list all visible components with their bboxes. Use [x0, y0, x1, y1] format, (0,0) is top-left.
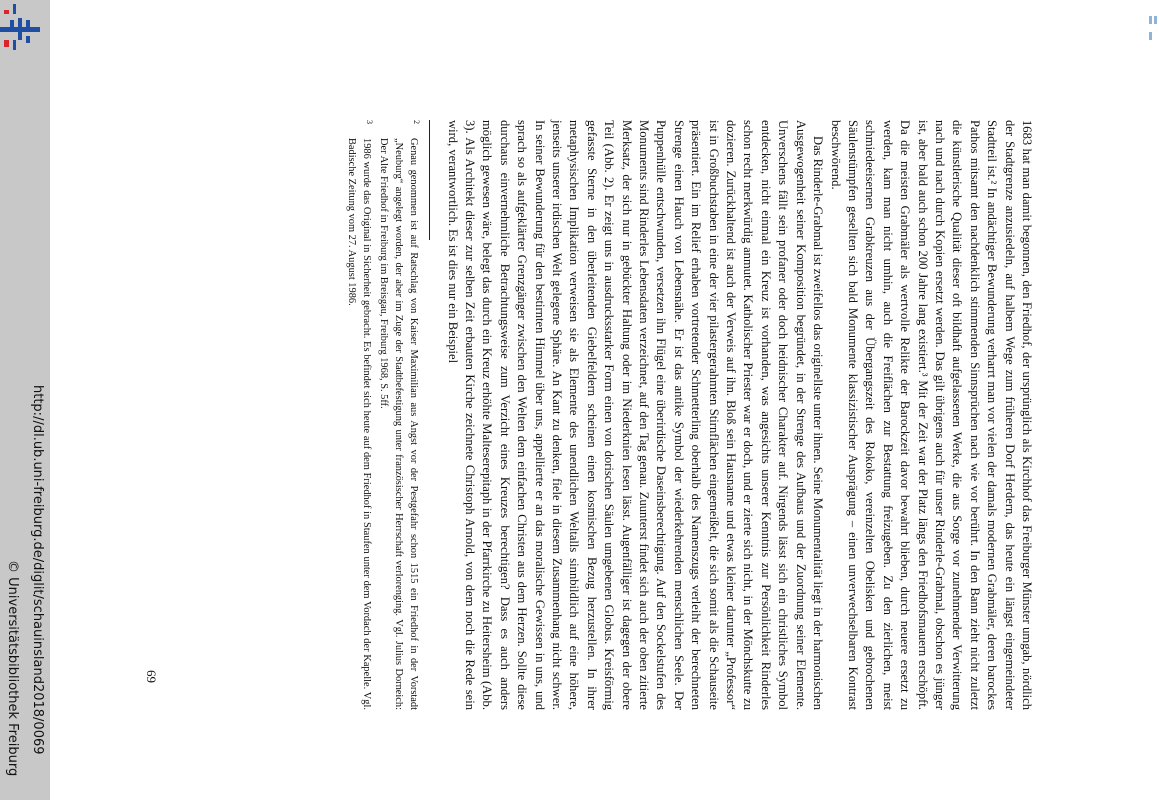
footnote-number: 3: [365, 120, 375, 124]
scanned-page: [109, 0, 1159, 800]
footnote-divider: [429, 120, 430, 240]
page-body: [342, 120, 1035, 710]
page-number: 69: [144, 670, 159, 683]
footnote-number: 2: [412, 120, 422, 124]
sidebar: [0, 0, 50, 800]
footnote-2: [376, 120, 421, 710]
copyright-notice: © Universitätsbibliothek Freiburg: [5, 560, 20, 777]
paragraph-1: 1683 hat man damit begonnen, den Friedhof, der ursprünglich als Kirchhof das Freiburger Münster umgab, nördlich der Stadtgrenze anzusiedeln, auf halbem Wege zum früheren Dorf Herdern, das heute ein längst eingemeindeter Stadtteil ist.² In andächtiger Bewunderung verharrt man vor vielen der damals modernen Grabmäler, deren barockes Pathos mitsamt den nachdenklich stimmenden Sinnsprüchen nach wie vor berührt. In den Bann zieht nicht zuletzt die künstlerische Qualität dieser oft bildhaft aufgelassenen Werke, die aus Sorge vor zunehmender Verwitterung nach und nach durch Kopien ersetzt werden. Das gilt übrigens auch für unser Rinderle-Grabmal, obschon es jünger ist, aber bald auch schon 200 Jahre lang existiert.³ Mit der Zeit war der Platz längs den Friedhofsmauern erschöpft. Da die meisten Grabmäler als wertvolle Relikte der Barockzeit davor bewahrt blieben, durch neuere ersetzt zu werden, kam man nicht umhin, auch die Freiflächen zur Bestattung freizugeben. Zu den zierlichen, meist schmiedeeisernen Grabkreuzen aus der Übergangszeit des Rokoko, vereinzelten Obelisken und gebrochenen Säulenstümpfen gesellten sich bald Monumente klassizistischer Ausprägung – einen unverwechselbaren Kontrast beschwörend.: [828, 120, 1034, 710]
footnote-3: [344, 120, 374, 710]
footnote-text: 1986 wurde das Original in Sicherheit gebracht. Es befindet sich heute auf dem Friedhof in Staufen unter dem Vordach der Kapelle. Vgl. Badische Zeitung vom 27. August 1986.: [346, 138, 373, 710]
paragraph-2: Das Rinderle-Grabmal ist zweifellos das originellste unter ihnen. Seine Monumentalität liegt in der harmonischen Ausgewogenheit seiner Komposition begründet, in der Strenge des Aufbaus und der Zuordnung seiner Elemente. Unverschens fällt sein profaner oder doch heidnischer Charakter auf. Nirgends lässt sich ein christliches Symbol entdecken, nicht einmal ein Kreuz ist vorhanden, was angesichts unserer Kenntnis zur Persönlichkeit Rinderles schon recht merkwürdig anmutet. Katholischer Priester war er doch, und er zierte sich nicht, in der Mönchskutte zu dozieren. Zurückhaltend ist auch der Verweis auf ihn. Bloß sein Hausname und etwas kleiner darunter „Professor“ ist in Großbuchstaben in eine der vier pilastergerahmten Stirnflächen eingemeißelt, die sich somit als die Schauseite präsentiert. Ein im Relief erhaben vortretender Schmetterling oberhalb des Namenszugs verleiht der berechneten Strenge einen Hauch von Lebensnähe. Er ist das antike Symbol der wiederkehrenden menschlichen Seele. Der Puppenhülle entschwunden, versetzen ihn Flügel eine überirdische Daseinsberechtigung. Auf den Sockelstufen des Monuments sind Rinderles Lebensdaten verzeichnet, auf den Tag genau. Zuunterst findet sich auch der oben zitierte Merksatz, der sich nur in gebückter Haltung oder im Niederknien lesen lässt. Augenfälliger ist dagegen der obere Teil (Abb. 2). Er zeigt uns in ausdrucksstarker Form einen von dorischen Säulen umgebenen Globus. Kreisförmig gefasste Sterne in den überleitenden Giebelfeldern scheinen einen kosmischen Bezug herzustellen. In ihrer metaphysischen Implikation verweisen sie als Elemente des unendlichen Weltalls sinnbildlich auf eine höhere, jenseits unserer irdischen Welt gelegene Sphäre. An Kant zu denken, fiele in diesem Zusammenhang nicht schwer. In seiner Bewunderung für den bestirnten Himmel über uns, appellierte er an das moralische Gewissen in uns, und sprach so als aufgeklärter Grenzgänger zwischen den Welten dem einfachen Christen aus dem Herzen. Sollte diese durchaus einvernehmliche Betrachtungsweise zum Verzicht eines Kreuzes berechtigen? Dass es auch anders möglich gewesen wäre, belegt das durch ein Kreuz erhöhte Malteserepitaph in der Pfarrkirche zu Heitersheim (Abb. 3). Als Architekt dieser zur selben Zeit erbauten Kirche zeichnete Christoph Arnold, von dem noch die Rede sein wird, verantwortlich. Es ist dies nur ein Beispiel: [445, 120, 826, 710]
library-logo-icon[interactable]: [0, 0, 46, 52]
footnote-text: Genau genommen ist auf Ratschlag von Kaiser Maximilian aus Angst vor der Pestgefahr schon 1515 ein Friedhof in der Vorstadt „Neuburg“ angelegt worden, der aber im Zuge der Stadtbefestigung unter französischer Herrschaft verlorenging. Vgl. Julius Dorneich: Der Alte Friedhof in Freiburg im Breisgau, Freiburg 1968, S. 5ff.: [378, 138, 420, 710]
source-url[interactable]: http://dl.ub.uni-freiburg.de/diglit/schauinsland2018/0069: [30, 385, 45, 755]
